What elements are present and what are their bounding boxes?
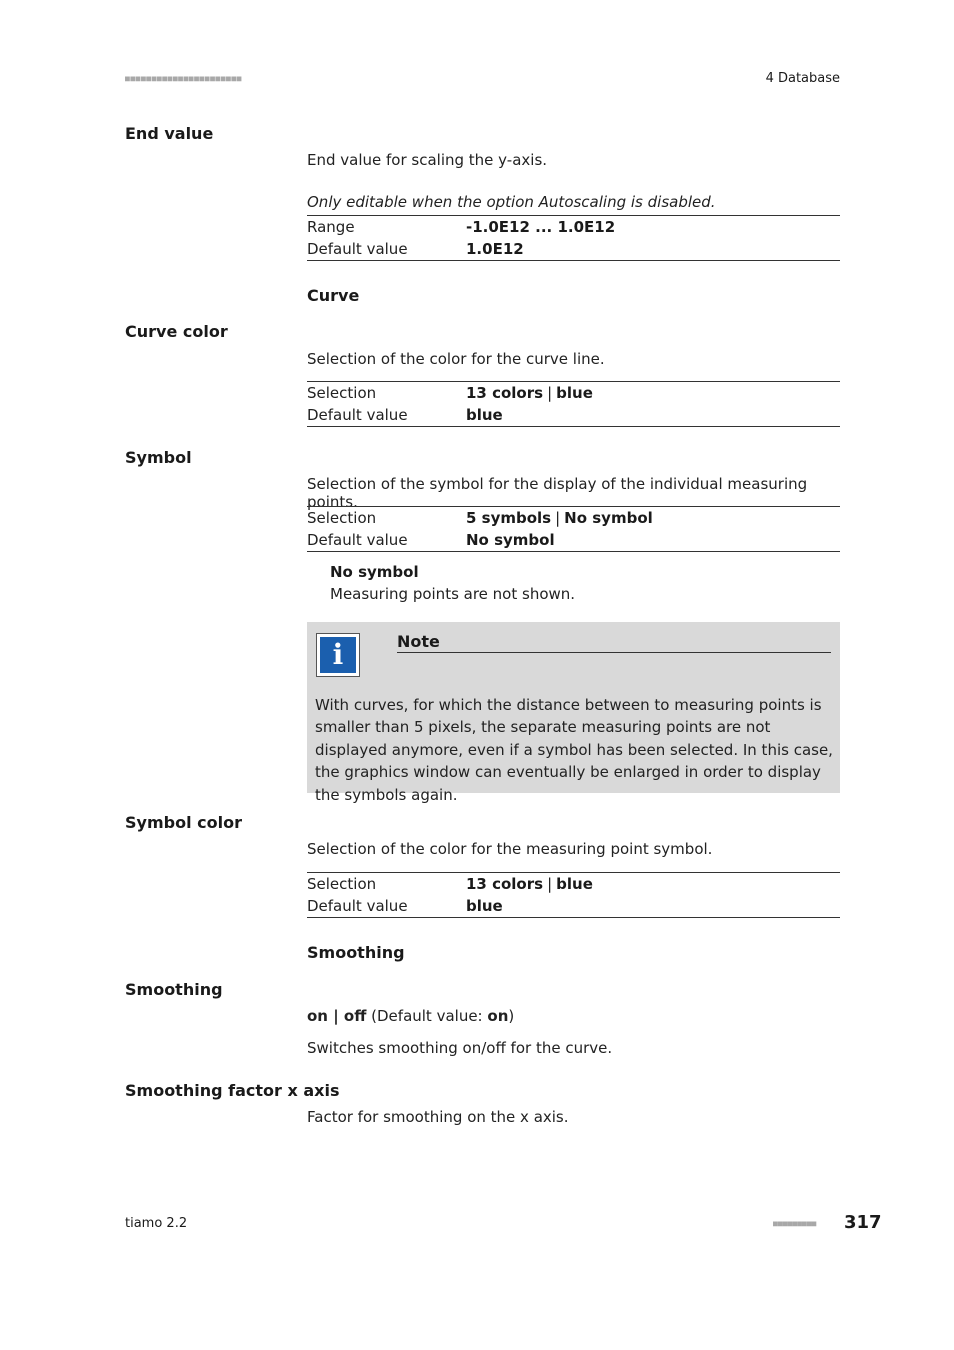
default-row bbox=[307, 529, 840, 551]
default-value: blue bbox=[466, 897, 503, 915]
end-value-editable-note: Only editable when the option Autoscaling is disabled. bbox=[307, 193, 716, 211]
info-icon: i bbox=[316, 633, 360, 677]
range-row bbox=[307, 216, 840, 238]
end-value-table bbox=[307, 215, 840, 261]
default-label: Default value bbox=[307, 531, 408, 549]
curve-color-table bbox=[307, 381, 840, 427]
default-row bbox=[307, 238, 840, 260]
note-title: Note bbox=[397, 632, 831, 653]
option-term-no-symbol: No symbol bbox=[330, 563, 419, 581]
param-end-value-title: End value bbox=[125, 124, 214, 143]
note-body: With curves, for which the distance between to measuring points is smaller than 5 pixels, the separate measuring points are not displayed anymore, even if a symbol has been selected. In this case, the graphics window can eventually be enlarged in order to display the symbols again. bbox=[315, 696, 833, 804]
default-value: blue bbox=[466, 406, 503, 424]
selection-label: Selection bbox=[307, 875, 377, 893]
option-desc-no-symbol: Measuring points are not shown. bbox=[330, 585, 576, 603]
note-box bbox=[307, 622, 840, 804]
selection-value: 13 colors | blue bbox=[466, 384, 593, 402]
selection-value: 5 symbols | No symbol bbox=[466, 509, 653, 527]
param-smoothing-title: Smoothing bbox=[125, 980, 223, 999]
page-number: 317 bbox=[844, 1212, 882, 1233]
section-heading-smoothing: Smoothing bbox=[307, 943, 405, 962]
symbol-table bbox=[307, 506, 840, 552]
default-value: No symbol bbox=[466, 531, 555, 549]
selection-row bbox=[307, 382, 840, 404]
footer-decoration: ■■■■■■■■■ bbox=[773, 1219, 817, 1228]
selection-value: 13 colors | blue bbox=[466, 875, 593, 893]
default-row bbox=[307, 895, 840, 917]
end-value-description: End value for scaling the y-axis. bbox=[307, 151, 548, 169]
header-decoration: ■■■■■■■■■■■■■■■■■■■■■■ bbox=[125, 74, 242, 83]
selection-label: Selection bbox=[307, 384, 377, 402]
default-label: Default value bbox=[307, 897, 408, 915]
default-value: 1.0E12 bbox=[466, 240, 524, 258]
range-label: Range bbox=[307, 218, 355, 236]
chapter-title: 4 Database bbox=[765, 71, 840, 86]
default-row bbox=[307, 404, 840, 426]
smoothing-description: Switches smoothing on/off for the curve. bbox=[307, 1039, 613, 1057]
symbol-color-table bbox=[307, 872, 840, 918]
default-label: Default value bbox=[307, 240, 408, 258]
smoothing-options: on | off (Default value: on) bbox=[307, 1007, 515, 1025]
symbol-description: Selection of the symbol for the display of the individual measuring points. bbox=[307, 475, 808, 511]
selection-row bbox=[307, 873, 840, 895]
param-curve-color-title: Curve color bbox=[125, 322, 228, 341]
range-value: -1.0E12 ... 1.0E12 bbox=[466, 218, 616, 236]
symbol-color-description: Selection of the color for the measuring point symbol. bbox=[307, 840, 713, 858]
smoothing-factor-x-description: Factor for smoothing on the x axis. bbox=[307, 1108, 569, 1126]
param-smoothing-factor-x-title: Smoothing factor x axis bbox=[125, 1081, 340, 1100]
param-symbol-color-title: Symbol color bbox=[125, 813, 242, 832]
footer-product: tiamo 2.2 bbox=[125, 1216, 188, 1231]
selection-row bbox=[307, 507, 840, 529]
section-heading-curve: Curve bbox=[307, 286, 360, 305]
default-label: Default value bbox=[307, 406, 408, 424]
param-symbol-title: Symbol bbox=[125, 448, 192, 467]
selection-label: Selection bbox=[307, 509, 377, 527]
curve-color-description: Selection of the color for the curve line. bbox=[307, 350, 605, 368]
